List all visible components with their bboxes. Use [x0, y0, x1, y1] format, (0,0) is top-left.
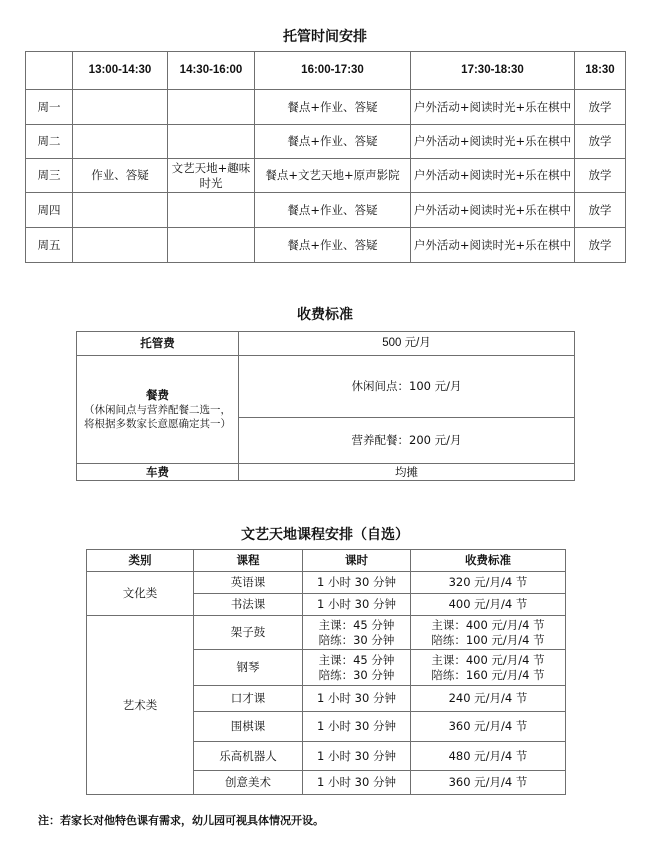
category-art: 艺术类	[87, 616, 194, 795]
schedule-row	[26, 90, 626, 125]
course-name: 创意美术	[194, 771, 303, 795]
schedule-header-cell: 18:30	[575, 52, 626, 90]
course-price: 主课：400 元/月/4 节	[431, 617, 545, 632]
schedule-title: 托管时间安排	[283, 29, 367, 45]
fees-row-care	[77, 332, 575, 356]
course-row	[87, 572, 566, 594]
course-price: 陪练：100 元/月/4 节	[431, 632, 545, 647]
courses-header-cell: 课时	[303, 550, 411, 572]
course-name: 书法课	[194, 594, 303, 616]
slot-cell: 户外活动+阅读时光+乐在棋中	[411, 125, 575, 159]
course-name: 英语课	[194, 572, 303, 594]
slot-cell: 餐点+作业、答疑	[255, 90, 411, 125]
slot-cell: 放学	[575, 125, 626, 159]
fees-title: 收费标准	[297, 307, 353, 323]
course-price-cell	[411, 616, 566, 650]
courses-table	[86, 549, 566, 795]
schedule-header-cell: 14:30-16:00	[168, 52, 255, 90]
course-duration-cell	[303, 650, 411, 686]
course-duration: 主课：45 分钟	[318, 617, 395, 632]
course-price-cell	[411, 650, 566, 686]
bus-fee-label: 车费	[77, 464, 239, 481]
fees-table	[76, 331, 575, 481]
course-price: 360 元/月/4 节	[411, 712, 566, 742]
slot-cell	[168, 193, 255, 228]
day-cell: 周二	[26, 125, 73, 159]
course-price: 320 元/月/4 节	[411, 572, 566, 594]
course-price: 360 元/月/4 节	[411, 771, 566, 795]
slot-cell: 户外活动+阅读时光+乐在棋中	[411, 159, 575, 193]
schedule-header-row	[26, 52, 626, 90]
slot-cell: 户外活动+阅读时光+乐在棋中	[411, 90, 575, 125]
slot-cell: 餐点+作业、答疑	[255, 193, 411, 228]
course-name: 架子鼓	[194, 616, 303, 650]
courses-header-row	[87, 550, 566, 572]
slot-cell: 餐点+作业、答疑	[255, 125, 411, 159]
course-name: 乐高机器人	[194, 742, 303, 771]
course-price: 480 元/月/4 节	[411, 742, 566, 771]
slot-cell	[168, 125, 255, 159]
meal-fee-label: 餐费	[146, 388, 169, 402]
course-name: 围棋课	[194, 712, 303, 742]
course-name: 口才课	[194, 686, 303, 712]
schedule-header-cell: 13:00-14:30	[73, 52, 168, 90]
slot-cell: 户外活动+阅读时光+乐在棋中	[411, 193, 575, 228]
slot-cell: 餐点+文艺天地+原声影院	[255, 159, 411, 193]
meal-fee-note: （休闲间点与营养配餐二选一，将根据多数家长意愿确定其一）	[84, 404, 231, 430]
meal-option-snack: 休闲间点：100 元/月	[239, 356, 575, 418]
courses-title: 文艺天地课程安排（自选）	[241, 527, 409, 543]
course-duration: 1 小时 30 分钟	[303, 572, 411, 594]
course-duration: 1 小时 30 分钟	[303, 771, 411, 795]
course-duration: 1 小时 30 分钟	[303, 742, 411, 771]
slot-cell	[73, 125, 168, 159]
course-duration: 1 小时 30 分钟	[303, 712, 411, 742]
course-duration-cell	[303, 616, 411, 650]
schedule-row	[26, 228, 626, 263]
footnote: 注：若家长对他特色课有需求，幼儿园可视具体情况开设。	[38, 814, 324, 827]
care-fee-value: 500 元/月	[239, 332, 575, 356]
slot-cell: 放学	[575, 90, 626, 125]
schedule-header-cell: 16:00-17:30	[255, 52, 411, 90]
slot-cell	[168, 90, 255, 125]
courses-header-cell: 收费标准	[411, 550, 566, 572]
courses-header-cell: 课程	[194, 550, 303, 572]
schedule-header-cell: 17:30-18:30	[411, 52, 575, 90]
slot-cell: 餐点+作业、答疑	[255, 228, 411, 263]
day-cell: 周三	[26, 159, 73, 193]
slot-cell	[73, 193, 168, 228]
schedule-row	[26, 125, 626, 159]
course-duration: 1 小时 30 分钟	[303, 594, 411, 616]
fees-row-meal	[77, 356, 575, 418]
meal-fee-label-cell	[77, 356, 239, 464]
slot-cell: 作业、答疑	[73, 159, 168, 193]
day-cell: 周五	[26, 228, 73, 263]
slot-cell: 放学	[575, 193, 626, 228]
course-name: 钢琴	[194, 650, 303, 686]
course-duration: 陪练：30 分钟	[318, 667, 395, 682]
schedule-table	[25, 51, 626, 263]
course-row	[87, 616, 566, 650]
day-cell: 周四	[26, 193, 73, 228]
slot-cell: 文艺天地+趣味时光	[168, 159, 255, 193]
bus-fee-value: 均摊	[239, 464, 575, 481]
day-cell: 周一	[26, 90, 73, 125]
slot-cell: 户外活动+阅读时光+乐在棋中	[411, 228, 575, 263]
course-price: 240 元/月/4 节	[411, 686, 566, 712]
course-price: 400 元/月/4 节	[411, 594, 566, 616]
schedule-row	[26, 193, 626, 228]
schedule-header-cell	[26, 52, 73, 90]
slot-cell: 放学	[575, 228, 626, 263]
fees-row-bus	[77, 464, 575, 481]
category-culture: 文化类	[87, 572, 194, 616]
course-duration: 1 小时 30 分钟	[303, 686, 411, 712]
schedule-row	[26, 159, 626, 193]
meal-option-nutrition: 营养配餐：200 元/月	[239, 418, 575, 464]
slot-cell: 放学	[575, 159, 626, 193]
slot-cell	[73, 90, 168, 125]
course-price: 主课：400 元/月/4 节	[431, 652, 545, 667]
slot-cell	[168, 228, 255, 263]
course-price: 陪练：160 元/月/4 节	[431, 667, 545, 682]
care-fee-label: 托管费	[77, 332, 239, 356]
courses-header-cell: 类别	[87, 550, 194, 572]
slot-cell	[73, 228, 168, 263]
course-duration: 陪练：30 分钟	[318, 632, 395, 647]
course-duration: 主课：45 分钟	[318, 652, 395, 667]
